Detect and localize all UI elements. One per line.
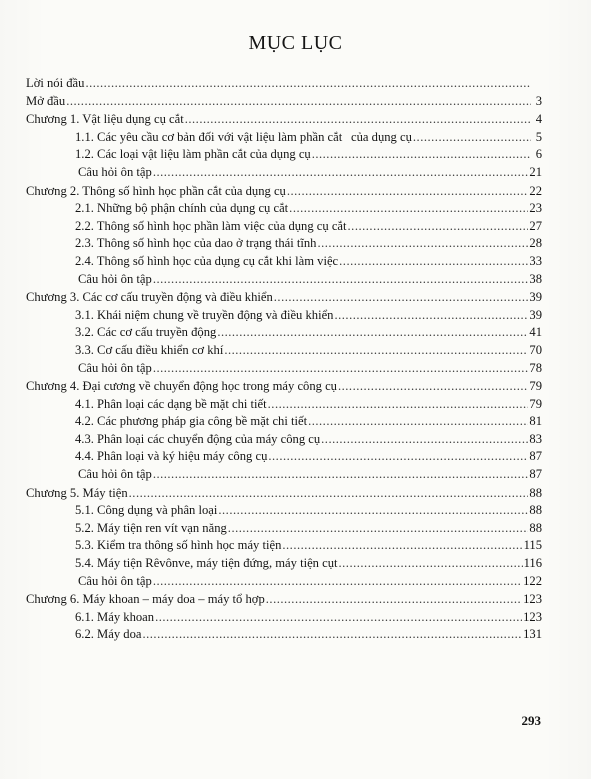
toc-entry-page: 5 bbox=[535, 129, 542, 144]
toc-entry-label: 1.1. Các yêu cầu cơ bản đối với vật liệu làm phần cắt bbox=[75, 129, 343, 144]
dot-leader bbox=[155, 609, 522, 627]
toc-entry-page: 41 bbox=[529, 325, 542, 340]
toc-entry-page: 79 bbox=[529, 396, 542, 411]
dot-leader bbox=[142, 626, 522, 644]
toc-entry-page: 83 bbox=[529, 431, 542, 446]
toc-entry-label: Chương 5. Máy tiện bbox=[26, 485, 128, 500]
toc-entry-label: 4.2. Các phương pháp gia công bề mặt chi tiết bbox=[75, 414, 308, 429]
toc-entry-label: Câu hỏi ôn tập bbox=[78, 467, 152, 482]
toc-entry-page: 123 bbox=[523, 592, 542, 607]
toc-section bbox=[26, 396, 542, 414]
toc-chapter bbox=[26, 182, 542, 201]
toc-chapter bbox=[26, 110, 542, 129]
toc-chapter bbox=[26, 288, 542, 307]
toc-section bbox=[26, 502, 542, 520]
toc-entry-page: 88 bbox=[529, 485, 542, 500]
dot-leader bbox=[339, 555, 523, 573]
toc-review bbox=[26, 164, 542, 182]
toc-entry bbox=[26, 93, 542, 111]
toc-section bbox=[26, 626, 542, 644]
toc-chapter bbox=[26, 484, 542, 503]
dot-leader bbox=[268, 448, 528, 466]
dot-leader bbox=[153, 573, 522, 591]
dot-leader bbox=[185, 110, 531, 129]
toc-review bbox=[26, 360, 542, 378]
toc-entry-label: 4.3. Phân loại các chuyển động của máy công cụ bbox=[75, 431, 321, 446]
toc-section bbox=[26, 413, 542, 431]
toc-entry-label: Chương 2. Thông số hình học phần cắt của dụng cụ bbox=[26, 183, 286, 198]
toc-entry-page: 88 bbox=[529, 520, 542, 535]
dot-leader bbox=[66, 93, 531, 111]
toc-entry-label: 4.4. Phân loại và ký hiệu máy công cụ bbox=[75, 449, 268, 464]
toc-entry-label: Câu hỏi ôn tập bbox=[78, 360, 152, 375]
toc-entry-label: 6.2. Máy doa bbox=[75, 627, 142, 642]
toc-review bbox=[26, 271, 542, 289]
toc-entry-page: 70 bbox=[529, 342, 542, 357]
toc-entry-label: 3.3. Cơ cấu điều khiển cơ khí bbox=[75, 342, 224, 357]
toc-entry-label-tail: của dụng cụ bbox=[351, 129, 412, 144]
dot-leader bbox=[274, 288, 529, 307]
toc-entry-label: 6.1. Máy khoan bbox=[75, 609, 155, 624]
toc-entry-label: Câu hỏi ôn tập bbox=[78, 573, 152, 588]
toc-entry-label: Mở đầu bbox=[26, 93, 66, 108]
toc-entry-label: Chương 4. Đại cương về chuyển động học trong máy công cụ bbox=[26, 379, 337, 394]
dot-leader bbox=[308, 413, 528, 431]
dot-leader bbox=[266, 590, 522, 609]
toc-chapter bbox=[26, 590, 542, 609]
toc-section bbox=[26, 218, 542, 236]
toc-entry-page: 38 bbox=[529, 271, 542, 286]
dot-leader bbox=[289, 200, 528, 218]
dot-leader bbox=[348, 218, 529, 236]
toc-entry-page: 78 bbox=[529, 360, 542, 375]
toc-entry-page: 21 bbox=[529, 164, 542, 179]
toc-section bbox=[26, 448, 542, 466]
toc-entry-page: 122 bbox=[523, 573, 542, 588]
toc-section bbox=[26, 431, 542, 449]
toc-entry-page: 115 bbox=[523, 538, 542, 553]
dot-leader bbox=[217, 324, 528, 342]
toc-entry-label: 2.1. Những bộ phận chính của dụng cụ cắt bbox=[75, 201, 289, 216]
toc-entry-label: Chương 3. Các cơ cấu truyền động và điều khiển bbox=[26, 290, 273, 305]
toc-entry-page: 131 bbox=[523, 627, 542, 642]
dot-leader bbox=[413, 129, 531, 147]
toc-section bbox=[26, 324, 542, 342]
toc-entry-page: 4 bbox=[535, 112, 542, 127]
toc-entry-label: 5.4. Máy tiện Rêvônve, máy tiện đứng, máy tiện cụt bbox=[75, 556, 338, 571]
toc-section bbox=[26, 555, 542, 573]
dot-leader bbox=[153, 360, 529, 378]
toc-entry-label: 4.1. Phân loại các dạng bề mặt chi tiết bbox=[75, 396, 267, 411]
toc-entry-page: 6 bbox=[535, 147, 542, 162]
table-of-contents bbox=[26, 75, 542, 644]
dot-leader bbox=[282, 537, 522, 555]
toc-entry-label: 5.1. Công dụng và phân loại bbox=[75, 503, 218, 518]
toc-section bbox=[26, 609, 542, 627]
toc-section bbox=[26, 520, 542, 538]
dot-leader bbox=[85, 75, 531, 93]
toc-section bbox=[26, 200, 542, 218]
toc-entry-label: 1.2. Các loại vật liệu làm phần cắt của dụng cụ bbox=[75, 147, 311, 162]
toc-entry-page: 123 bbox=[523, 609, 542, 624]
toc-entry-page: 3 bbox=[535, 93, 542, 108]
toc-section bbox=[26, 307, 542, 325]
toc-entry-page: 79 bbox=[529, 379, 542, 394]
toc-section bbox=[26, 129, 542, 147]
toc-entry-page: 116 bbox=[523, 556, 542, 571]
dot-leader bbox=[321, 431, 528, 449]
toc-section bbox=[26, 235, 542, 253]
toc-entry-label: 5.2. Máy tiện ren vít vạn năng bbox=[75, 520, 227, 535]
dot-leader bbox=[153, 466, 529, 484]
dot-leader bbox=[334, 307, 528, 325]
toc-entry-label: 2.2. Thông số hình học phần làm việc của dụng cụ cắt bbox=[75, 218, 347, 233]
dot-leader bbox=[338, 377, 528, 396]
toc-section bbox=[26, 342, 542, 360]
toc-entry-page: 87 bbox=[529, 449, 542, 464]
toc-entry-page: 81 bbox=[529, 414, 542, 429]
toc-section bbox=[26, 537, 542, 555]
toc-entry-page: 39 bbox=[529, 290, 542, 305]
dot-leader bbox=[287, 182, 529, 201]
toc-entry-label: 3.1. Khái niệm chung về truyền động và điều khiển bbox=[75, 307, 334, 322]
dot-leader bbox=[224, 342, 528, 360]
toc-entry-page: 88 bbox=[529, 503, 542, 518]
toc-entry-label: 5.3. Kiểm tra thông số hình học máy tiện bbox=[75, 538, 282, 553]
dot-leader bbox=[268, 396, 529, 414]
toc-entry-page: 23 bbox=[529, 201, 542, 216]
toc-entry-page: 87 bbox=[529, 467, 542, 482]
toc-review bbox=[26, 466, 542, 484]
toc-entry-label: Câu hỏi ôn tập bbox=[78, 271, 152, 286]
toc-entry-page: 39 bbox=[529, 307, 542, 322]
dot-leader bbox=[153, 164, 529, 182]
toc-entry-page: 27 bbox=[529, 218, 542, 233]
toc-section bbox=[26, 253, 542, 271]
toc-section bbox=[26, 146, 542, 164]
toc-entry-label: 2.3. Thông số hình học của dao ở trạng thái tĩnh bbox=[75, 236, 317, 251]
toc-entry-page: 28 bbox=[529, 236, 542, 251]
toc-review bbox=[26, 573, 542, 591]
dot-leader bbox=[317, 235, 528, 253]
dot-leader bbox=[218, 502, 528, 520]
dot-leader bbox=[339, 253, 528, 271]
toc-entry-label: 3.2. Các cơ cấu truyền động bbox=[75, 325, 217, 340]
toc-entry-label: Lời nói đầu bbox=[26, 76, 85, 90]
toc-chapter bbox=[26, 377, 542, 396]
page-number: 293 bbox=[521, 713, 541, 728]
toc-entry-label: Chương 1. Vật liệu dụng cụ cắt bbox=[26, 112, 184, 127]
toc-entry-label: Câu hỏi ôn tập bbox=[78, 164, 152, 179]
toc-entry-label: Chương 6. Máy khoan – máy doa – máy tổ hợp bbox=[26, 592, 265, 607]
dot-leader bbox=[129, 484, 529, 503]
toc-entry-page: 22 bbox=[529, 183, 542, 198]
dot-leader bbox=[228, 520, 529, 538]
toc-entry-page: 33 bbox=[529, 253, 542, 268]
toc-entry bbox=[26, 75, 542, 93]
page-title: MỤC LỤC bbox=[248, 32, 343, 54]
dot-leader bbox=[312, 146, 531, 164]
toc-entry-label: 2.4. Thông số hình học của dụng cụ cắt khi làm việc bbox=[75, 253, 339, 268]
dot-leader bbox=[153, 271, 529, 289]
